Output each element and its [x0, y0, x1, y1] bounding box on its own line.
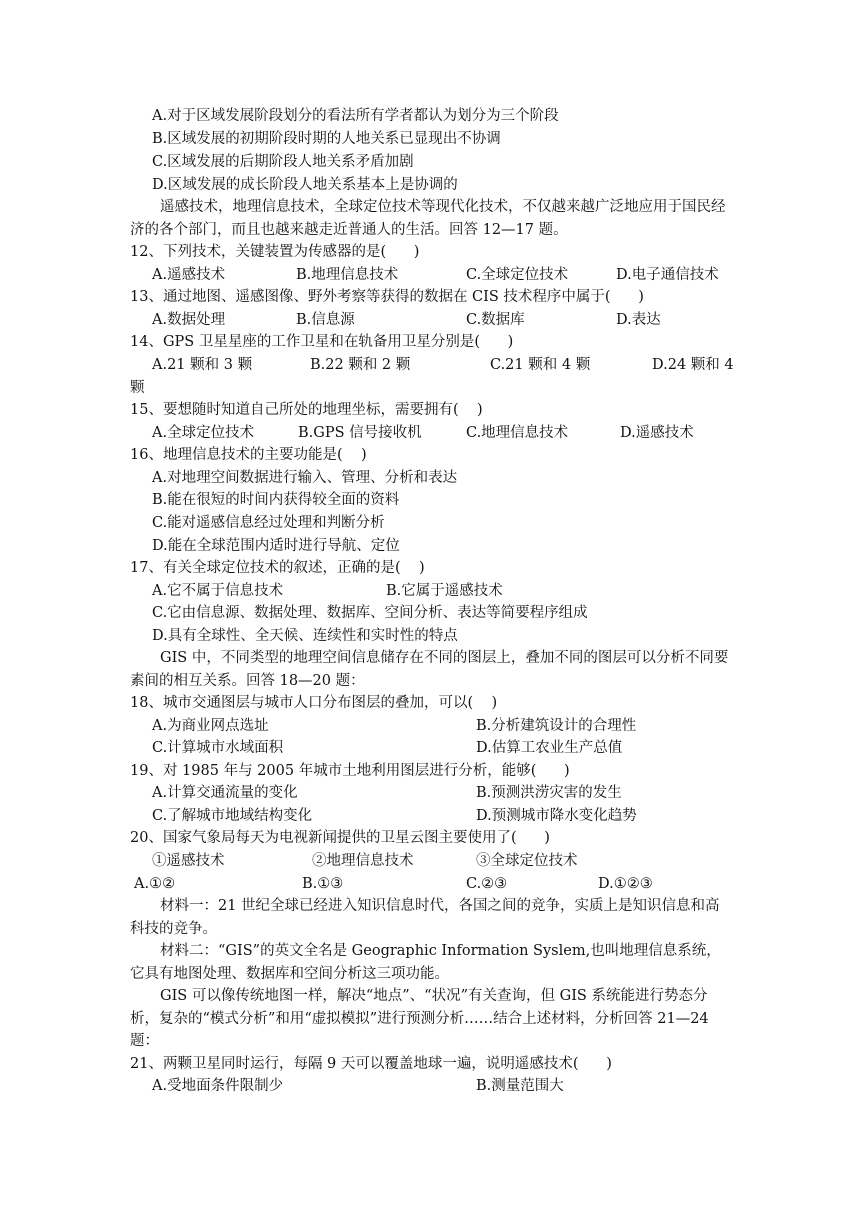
question-text: 19、对 1985 年与 2005 年城市土地利用图层进行分析，能够( ) — [130, 763, 570, 779]
option-text: ①遥感技术 — [152, 853, 225, 869]
option-text: D.估算工农业生产总值 — [476, 740, 623, 756]
question-text: 18、城市交通图层与城市人口分布图层的叠加，可以( ) — [130, 695, 498, 711]
option-text: C.②③ — [466, 876, 508, 892]
material-paragraph: GIS 可以像传统地图一样，解决“地点”、“状况”有关查询，但 GIS 系统能进行势态分析，复杂的“模式分析”和用“虚拟模拟”进行预测分析……结合上述材料，分析回答 21—24 题： — [130, 988, 709, 1049]
option-text: D.电子通信技术 — [616, 267, 719, 283]
option-text: B.地理信息技术 — [296, 267, 399, 283]
option-text: C.21 颗和 4 颗 — [490, 357, 591, 373]
option-text: B.它属于遥感技术 — [386, 583, 503, 599]
option-text: A.对于区域发展阶段划分的看法所有学者都认为划分为三个阶段 — [152, 108, 559, 124]
option-text: C.区域发展的后期阶段人地关系矛盾加剧 — [152, 154, 414, 170]
question-text: 12、下列技术，关键装置为传感器的是( ) — [130, 244, 420, 260]
option-text: C.全球定位技术 — [466, 267, 569, 283]
question-text: 16、地理信息技术的主要功能是( ) — [130, 447, 367, 463]
option-text: A.受地面条件限制少 — [152, 1078, 284, 1094]
option-text: C.它由信息源、数据处理、数据库、空间分析、表达等简要程序组成 — [152, 605, 588, 621]
option-text: A.为商业网点选址 — [152, 718, 269, 734]
option-text: B.GPS 信号接收机 — [298, 425, 422, 441]
option-text: D.①②③ — [598, 876, 653, 892]
intro-paragraph: GIS 中，不同类型的地理空间信息储存在不同的图层上，叠加不同的图层可以分析不同要素间的相互关系。回答 18—20 题： — [130, 650, 729, 689]
question-text: 17、有关全球定位技术的叙述，正确的是( ) — [130, 560, 425, 576]
option-text: C.了解城市地域结构变化 — [152, 808, 313, 824]
question-text: 20、国家气象局每天为电视新闻提供的卫星云图主要使用了( ) — [130, 830, 550, 846]
option-text: D.能在全球范围内适时进行导航、定位 — [152, 538, 400, 554]
option-text: B.分析建筑设计的合理性 — [476, 718, 637, 734]
option-text: A.21 颗和 3 颗 — [152, 357, 253, 373]
material-paragraph: 材料一：21 世纪全球已经进入知识信息时代，各国之间的竞争，实质上是知识信息和高科技的竞争。 — [130, 898, 720, 937]
option-text: B.信息源 — [296, 312, 355, 328]
option-text: D.具有全球性、全天候、连续性和实时性的特点 — [152, 628, 458, 644]
question-text: 13、通过地图、遥感图像、野外考察等获得的数据在 CIS 技术程序中属于( ) — [130, 289, 644, 305]
option-text: C.数据库 — [466, 312, 525, 328]
option-text: A.①② — [134, 876, 176, 892]
option-text: D.表达 — [616, 312, 661, 328]
option-text: D.遥感技术 — [620, 425, 694, 441]
intro-paragraph: 遥感技术，地理信息技术，全球定位技术等现代化技术，不仅越来越广泛地应用于国民经济的各个部门，而且也越来越走近普通人的生活。回答 12—17 题。 — [130, 199, 726, 238]
option-text: A.数据处理 — [152, 312, 226, 328]
question-text: 14、GPS 卫星星座的工作卫星和在轨备用卫星分别是( ) — [130, 334, 514, 350]
option-text: A.计算交通流量的变化 — [152, 785, 298, 801]
option-text: B.22 颗和 2 颗 — [310, 357, 411, 373]
option-text: A.它不属于信息技术 — [152, 583, 284, 599]
option-text: C.地理信息技术 — [466, 425, 569, 441]
option-text: D.区域发展的成长阶段人地关系基本上是协调的 — [152, 177, 458, 193]
question-text: 21、两颗卫星同时运行，每隔 9 天可以覆盖地球一遍，说明遥感技术( ) — [130, 1056, 612, 1072]
option-text: ②地理信息技术 — [312, 853, 414, 869]
option-text: A.遥感技术 — [152, 267, 226, 283]
option-text: C.能对遥感信息经过处理和判断分析 — [152, 515, 385, 531]
option-text: B.预测洪涝灾害的发生 — [476, 785, 622, 801]
option-text: D.预测城市降水变化趋势 — [476, 808, 637, 824]
option-text: A.对地理空间数据进行输入、管理、分析和表达 — [152, 470, 458, 486]
option-text: B.区域发展的初期阶段时期的人地关系已显现出不协调 — [152, 131, 501, 147]
material-paragraph: 材料二：“GIS”的英文全名是 Geographic Information Syslem,也叫地理信息系统，它具有地图处理、数据库和空间分析这三项功能。 — [130, 943, 721, 982]
option-text: A.全球定位技术 — [152, 425, 255, 441]
option-text: D.24 颗和 4 — [652, 357, 734, 373]
option-text: B.①③ — [302, 876, 344, 892]
option-text: 颗 — [130, 380, 145, 396]
question-text: 15、要想随时知道自己所处的地理坐标，需要拥有( ) — [130, 402, 483, 418]
option-text: ③全球定位技术 — [476, 853, 578, 869]
option-text: B.测量范围大 — [476, 1078, 564, 1094]
option-text: B.能在很短的时间内获得较全面的资料 — [152, 492, 400, 508]
option-text: C.计算城市水域面积 — [152, 740, 284, 756]
